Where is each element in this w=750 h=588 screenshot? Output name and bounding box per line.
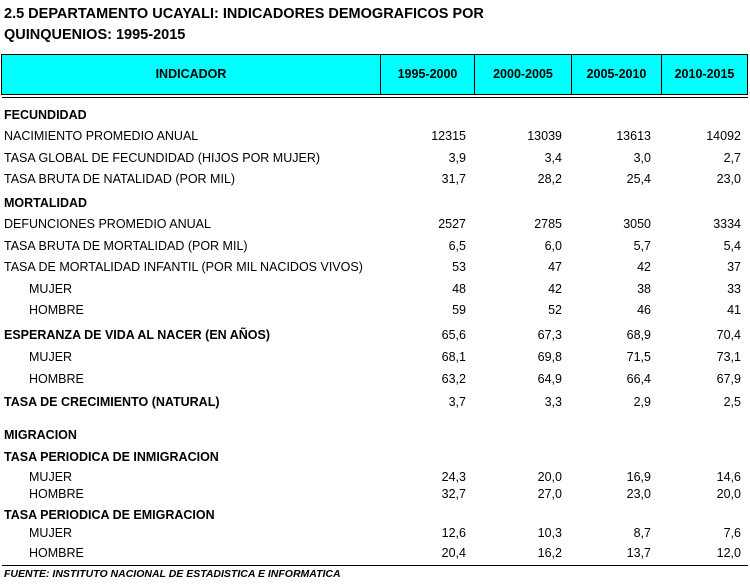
- row-label: HOMBRE: [29, 546, 84, 560]
- row-value: 64,9: [537, 372, 562, 386]
- row-value: 3050: [623, 217, 651, 231]
- source-footnote: FUENTE: INSTITUTO NACIONAL DE ESTADISTICA E INFORMATICA: [4, 568, 341, 580]
- row-value: 42: [637, 260, 651, 274]
- title-line-2: QUINQUENIOS: 1995-2015: [4, 27, 186, 43]
- row-value: 3,0: [633, 151, 651, 165]
- table-row: [0, 485, 750, 503]
- row-value: 66,4: [626, 372, 651, 386]
- row-value: 14,6: [716, 470, 741, 484]
- row-label: HOMBRE: [29, 372, 84, 386]
- table-row: [0, 194, 750, 212]
- row-label: TASA BRUTA DE MORTALIDAD (POR MIL): [4, 239, 248, 253]
- table-row: [0, 426, 750, 444]
- row-value: 53: [452, 260, 466, 274]
- row-value: 33: [727, 282, 741, 296]
- row-value: 3,9: [448, 151, 466, 165]
- footer-divider: [2, 565, 748, 566]
- row-value: 2527: [438, 217, 466, 231]
- row-value: 37: [727, 260, 741, 274]
- row-label: MUJER: [29, 350, 73, 364]
- row-value: 3,4: [544, 151, 562, 165]
- table-row: [0, 237, 750, 255]
- table-row: [0, 393, 750, 411]
- row-value: 2,9: [633, 395, 651, 409]
- row-value: 3334: [713, 217, 741, 231]
- row-value: 31,7: [441, 172, 466, 186]
- row-label: MUJER: [29, 470, 73, 484]
- row-value: 23,0: [716, 172, 741, 186]
- row-label: TASA PERIODICA DE INMIGRACION: [4, 450, 219, 464]
- row-value: 10,3: [537, 526, 562, 540]
- row-value: 67,3: [537, 328, 562, 342]
- header-2010-2015: 2010-2015: [661, 55, 747, 94]
- row-value: 13613: [616, 129, 651, 143]
- row-value: 63,2: [441, 372, 466, 386]
- row-label: FECUNDIDAD: [4, 108, 87, 122]
- row-value: 16,9: [626, 470, 651, 484]
- table-row: [0, 106, 750, 124]
- row-value: 5,7: [633, 239, 651, 253]
- row-value: 8,7: [633, 526, 651, 540]
- row-value: 13,7: [626, 546, 651, 560]
- row-value: 2785: [534, 217, 562, 231]
- row-value: 12315: [431, 129, 466, 143]
- table-row: [0, 468, 750, 486]
- row-value: 41: [727, 303, 741, 317]
- row-label: MIGRACION: [4, 428, 77, 442]
- row-label: HOMBRE: [29, 303, 84, 317]
- row-value: 7,6: [723, 526, 741, 540]
- table-row: [0, 370, 750, 388]
- page-title: [4, 4, 484, 46]
- table-row: [0, 326, 750, 344]
- row-value: 14092: [706, 129, 741, 143]
- table-header: [1, 54, 748, 95]
- row-label: DEFUNCIONES PROMEDIO ANUAL: [4, 217, 211, 231]
- row-value: 71,5: [626, 350, 651, 364]
- table-row: [0, 170, 750, 188]
- row-label: TASA GLOBAL DE FECUNDIDAD (HIJOS POR MUJER): [4, 151, 321, 165]
- row-value: 20,0: [537, 470, 562, 484]
- row-value: 68,9: [626, 328, 651, 342]
- row-value: 12,0: [716, 546, 741, 560]
- row-value: 24,3: [441, 470, 466, 484]
- row-value: 68,1: [441, 350, 466, 364]
- row-value: 52: [548, 303, 562, 317]
- row-value: 42: [548, 282, 562, 296]
- row-value: 5,4: [723, 239, 741, 253]
- row-label: ESPERANZA DE VIDA AL NACER (EN AÑOS): [4, 328, 270, 342]
- row-label: MORTALIDAD: [4, 196, 88, 210]
- header-2005-2010: 2005-2010: [571, 55, 661, 94]
- row-value: 38: [637, 282, 651, 296]
- table-row: [0, 348, 750, 366]
- row-value: 70,4: [716, 328, 741, 342]
- row-value: 3,3: [544, 395, 562, 409]
- row-label: NACIMIENTO PROMEDIO ANUAL: [4, 129, 199, 143]
- row-value: 2,7: [723, 151, 741, 165]
- row-value: 6,0: [544, 239, 562, 253]
- table-row: [0, 215, 750, 233]
- row-label: MUJER: [29, 526, 73, 540]
- row-value: 20,0: [716, 487, 741, 501]
- table-row: [0, 301, 750, 319]
- row-value: 23,0: [626, 487, 651, 501]
- row-value: 16,2: [537, 546, 562, 560]
- row-value: 2,5: [723, 395, 741, 409]
- row-value: 73,1: [716, 350, 741, 364]
- header-1995-2000: 1995-2000: [380, 55, 474, 94]
- row-value: 13039: [527, 129, 562, 143]
- row-label: TASA DE CRECIMIENTO (NATURAL): [4, 395, 220, 409]
- row-label: HOMBRE: [29, 487, 84, 501]
- table-row: [0, 544, 750, 562]
- row-value: 48: [452, 282, 466, 296]
- row-value: 32,7: [441, 487, 466, 501]
- row-value: 20,4: [441, 546, 466, 560]
- row-value: 67,9: [716, 372, 741, 386]
- row-value: 59: [452, 303, 466, 317]
- row-label: TASA BRUTA DE NATALIDAD (POR MIL): [4, 172, 236, 186]
- header-divider: [2, 97, 748, 98]
- row-label: TASA DE MORTALIDAD INFANTIL (POR MIL NACIDOS VIVOS): [4, 260, 363, 274]
- row-value: 12,6: [441, 526, 466, 540]
- table-row: [0, 448, 750, 466]
- row-value: 27,0: [537, 487, 562, 501]
- row-value: 6,5: [448, 239, 466, 253]
- table-row: [0, 149, 750, 167]
- table-row: [0, 506, 750, 524]
- row-value: 65,6: [441, 328, 466, 342]
- row-value: 46: [637, 303, 651, 317]
- row-value: 47: [548, 260, 562, 274]
- header-indicador: INDICADOR: [155, 67, 227, 81]
- row-value: 3,7: [448, 395, 466, 409]
- row-value: 69,8: [537, 350, 562, 364]
- row-value: 25,4: [626, 172, 651, 186]
- table-row: [0, 258, 750, 276]
- header-2000-2005: 2000-2005: [474, 55, 571, 94]
- row-label: MUJER: [29, 282, 73, 296]
- table-row: [0, 127, 750, 145]
- table-row: [0, 524, 750, 542]
- row-label: TASA PERIODICA DE EMIGRACION: [4, 508, 215, 522]
- title-line-1: 2.5 DEPARTAMENTO UCAYALI: INDICADORES DEMOGRAFICOS POR: [4, 6, 484, 22]
- row-value: 28,2: [537, 172, 562, 186]
- table-row: [0, 280, 750, 298]
